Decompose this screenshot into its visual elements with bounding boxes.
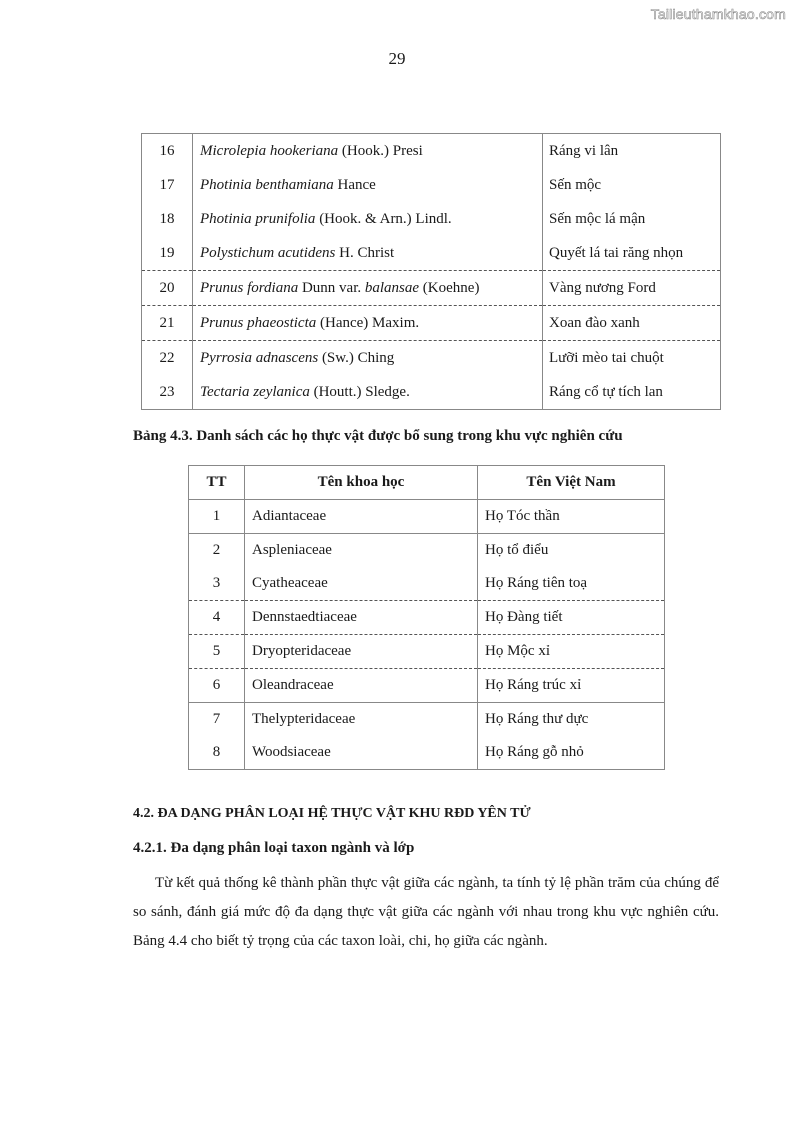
table-row <box>189 703 665 737</box>
scientific-name-italic: Tectaria zeylanica <box>200 383 310 400</box>
row-number: 19 <box>142 236 193 271</box>
table-row <box>189 567 665 601</box>
table-row <box>142 134 721 169</box>
family-scientific-name: Aspleniaceae <box>245 534 478 568</box>
family-vietnamese-name: Họ Đàng tiết <box>478 601 665 635</box>
scientific-name <box>193 202 543 236</box>
family-vietnamese-name: Họ Ráng tiên toạ <box>478 567 665 601</box>
header-tt: TT <box>189 466 245 500</box>
family-scientific-name: Woodsiaceae <box>245 736 478 770</box>
subsection-heading: 4.2.1. Đa dạng phân loại taxon ngành và lớp <box>133 840 415 856</box>
family-scientific-name: Oleandraceae <box>245 669 478 703</box>
watermark: Tailieuthamkhao.com <box>650 6 786 22</box>
family-vietnamese-name: Họ Ráng thư dực <box>485 711 589 727</box>
row-number: 7 <box>189 703 245 737</box>
row-number: 20 <box>142 271 193 306</box>
scientific-name-italic: Prunus phaeosticta <box>200 314 317 331</box>
row-number: 17 <box>142 168 193 202</box>
vietnamese-name: Quyết lá tai răng nhọn <box>543 236 721 271</box>
row-number: 1 <box>189 500 245 534</box>
row-number: 3 <box>189 567 245 601</box>
family-vietnamese-name: Họ Mộc xỉ <box>478 635 665 669</box>
scientific-name-author: (Sw.) Ching <box>318 349 395 366</box>
table-caption: Bảng 4.3. Danh sách các họ thực vật được bổ sung trong khu vực nghiên cứu <box>133 428 623 444</box>
table-row <box>142 236 721 271</box>
scientific-name-italic: Prunus fordiana <box>200 279 299 296</box>
row-number: 8 <box>189 736 245 770</box>
scientific-name-author: H. Christ <box>335 244 395 261</box>
row-number: 22 <box>142 341 193 376</box>
scientific-name-author: Hance <box>333 176 376 193</box>
family-scientific-name: Cyatheaceae <box>245 567 478 601</box>
family-vietnamese-name: Họ tổ điểu <box>485 542 549 558</box>
row-number: 6 <box>189 669 245 703</box>
scientific-name <box>193 168 543 202</box>
scientific-name <box>193 375 543 410</box>
body-paragraph-text: Từ kết quả thống kê thành phần thực vật giữa các ngành, ta tính tỷ lệ phần trăm của chúng để so sánh, đánh giá mức độ đa dạng thực vật giữa các ngành với nhau trong khu vực nghiên cứu. Bảng 4.4 cho biết tỷ trọng của các taxon loài, chi, họ giữa các ngành. <box>133 875 719 949</box>
table-row <box>142 168 721 202</box>
row-number: 23 <box>142 375 193 410</box>
scientific-name-author: Dunn var. <box>298 279 365 296</box>
family-vietnamese-name: Họ Ráng trúc xỉ <box>478 669 665 703</box>
table-row <box>189 534 665 568</box>
scientific-name-author: (Hook. & Arn.) Lindl. <box>315 210 452 227</box>
vietnamese-name: Vàng nương Ford <box>543 271 721 306</box>
row-number: 5 <box>189 635 245 669</box>
table-row <box>142 271 721 306</box>
row-number: 18 <box>142 202 193 236</box>
vietnamese-name: Ráng cổ tự tích lan <box>549 383 663 400</box>
scientific-name-italic: Polystichum acutidens <box>200 244 336 261</box>
scientific-name-author: (Houtt.) Sledge. <box>309 383 410 400</box>
table-row <box>142 202 721 236</box>
scientific-name-italic: Photinia benthamiana <box>200 176 334 193</box>
scientific-name-italic: Microlepia hookeriana <box>200 142 339 159</box>
table-row <box>142 375 721 410</box>
family-scientific-name: Thelypteridaceae <box>245 703 478 737</box>
family-scientific-name: Dryopteridaceae <box>245 635 478 669</box>
species-table <box>141 133 721 410</box>
page-number: 29 <box>388 49 406 68</box>
family-vietnamese-name: Họ Ráng gỗ nhỏ <box>485 744 584 760</box>
scientific-name <box>193 236 543 271</box>
family-scientific-name: Adiantaceae <box>245 500 478 534</box>
scientific-name-italic: balansae <box>364 279 420 296</box>
scientific-name-author: (Hance) Maxim. <box>316 314 420 331</box>
row-number: 21 <box>142 306 193 341</box>
section-heading: 4.2. ĐA DẠNG PHÂN LOẠI HỆ THỰC VẬT KHU RĐD YÊN TỬ <box>133 806 531 821</box>
family-table <box>188 465 665 770</box>
scientific-name <box>193 271 543 306</box>
vietnamese-name: Ráng vi lân <box>549 142 619 159</box>
vietnamese-name: Lưỡi mèo tai chuột <box>549 349 664 366</box>
table-row <box>189 635 665 669</box>
row-number: 16 <box>142 134 193 169</box>
body-paragraph <box>133 869 719 956</box>
header-scientific-name: Tên khoa học <box>245 466 478 500</box>
table-row <box>189 500 665 534</box>
vietnamese-name: Sến mộc lá mận <box>549 210 646 227</box>
table-header-row <box>189 466 665 500</box>
table-row <box>189 669 665 703</box>
table-row <box>189 736 665 770</box>
row-number: 4 <box>189 601 245 635</box>
family-scientific-name: Dennstaedtiaceae <box>245 601 478 635</box>
table-row <box>189 601 665 635</box>
scientific-name <box>193 341 543 376</box>
family-vietnamese-name: Họ Tóc thần <box>478 500 665 534</box>
scientific-name-italic: Photinia prunifolia <box>200 210 316 227</box>
scientific-name <box>193 306 543 341</box>
header-vietnamese-name: Tên Việt Nam <box>478 466 665 500</box>
scientific-name <box>193 134 543 169</box>
table-row <box>142 341 721 376</box>
vietnamese-name: Xoan đào xanh <box>543 306 721 341</box>
table-row <box>142 306 721 341</box>
vietnamese-name: Sến mộc <box>549 176 602 193</box>
scientific-name-author: (Koehne) <box>419 279 480 296</box>
scientific-name-italic: Pyrrosia adnascens <box>200 349 319 366</box>
row-number: 2 <box>189 534 245 568</box>
scientific-name-author: (Hook.) Presi <box>338 142 423 159</box>
